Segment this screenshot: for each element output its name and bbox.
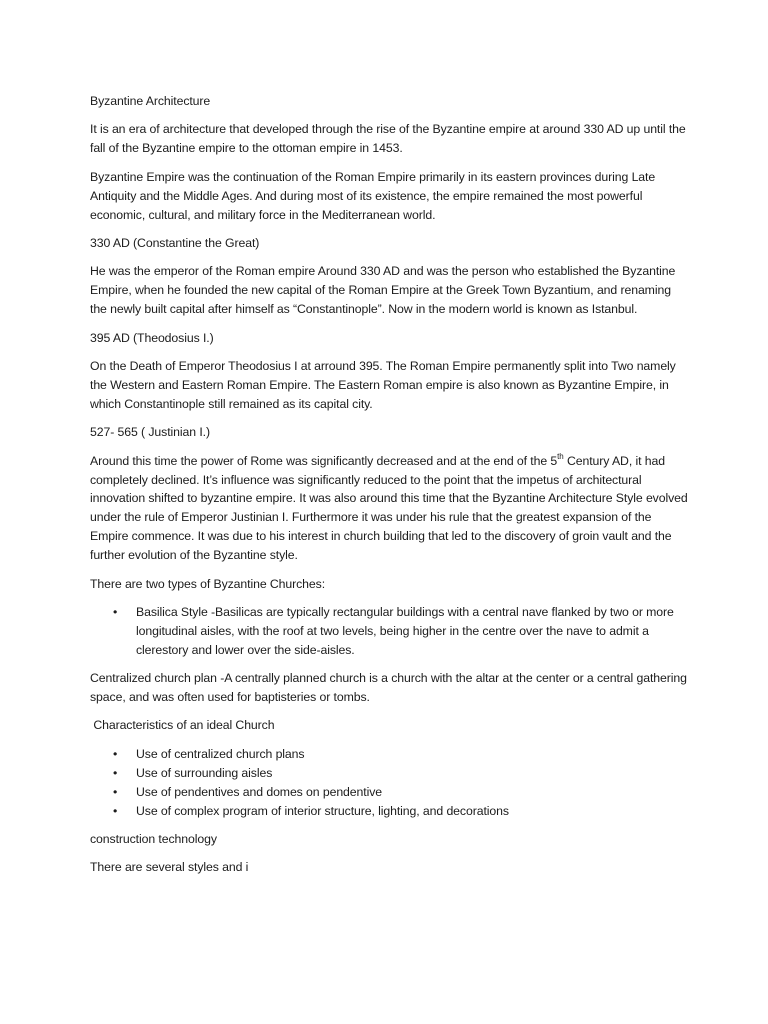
bullet-icon: • — [113, 765, 118, 780]
styles-fragment: There are several styles and i — [90, 860, 249, 875]
document-title: Byzantine Architecture — [90, 94, 211, 108]
heading-395-ad: 395 AD (Theodosius I.) — [90, 330, 214, 345]
empire-description-paragraph: Byzantine Empire was the continuation of the Roman Empire primarily in its eastern provinces during Late Antiquity and the Middle Ages. And during most of its existence, the empire remained the most powerful economic, cultural, and military force in the Mediterranean world. — [90, 169, 656, 222]
church-types-list — [90, 603, 690, 660]
list-item-basilica — [90, 603, 690, 660]
list-item — [90, 764, 690, 783]
justinian-text-start: Around this time the power of Rome was significantly decreased and at the end of the 5 — [90, 453, 558, 468]
bullet-icon: • — [113, 803, 118, 818]
list-item — [90, 783, 690, 802]
church-types-intro: There are two types of Byzantine Churches: — [90, 576, 326, 591]
document-page — [90, 92, 690, 887]
characteristic-text: Use of surrounding aisles — [136, 765, 273, 780]
basilica-text: Basilica Style -Basilicas are typically rectangular buildings with a central nave flanked by two or more longitudinal aisles, with the roof at two levels, being higher in the centre over the nave to admit a clerestory and lower over the side-aisles. — [136, 604, 674, 657]
centralized-plan-paragraph: Centralized church plan -A centrally planned church is a church with the altar at the center or a central gathering space, and was often used for baptisteries or tombs. — [90, 671, 687, 705]
constantine-paragraph: He was the emperor of the Roman empire Around 330 AD and was the person who established the Byzantine Empire, when he founded the new capital of the Roman Empire at the Greek Town Byzantium, and renaming the newly built capital after himself as “Constantinople”. Now in the modern world is known as Istanbul. — [90, 264, 676, 317]
bullet-icon: • — [113, 746, 118, 761]
characteristic-text: Use of complex program of interior structure, lighting, and decorations — [136, 803, 509, 818]
justinian-paragraph — [90, 452, 690, 565]
heading-330-ad: 330 AD (Constantine the Great) — [90, 235, 260, 250]
characteristic-text: Use of pendentives and domes on pendentive — [136, 784, 383, 799]
heading-527-565: 527- 565 ( Justinian I.) — [90, 425, 210, 440]
list-item — [90, 802, 690, 821]
list-item — [90, 745, 690, 764]
characteristic-text: Use of centralized church plans — [136, 746, 305, 761]
theodosius-paragraph: On the Death of Emperor Theodosius I at arround 395. The Roman Empire permanently split into Two namely the Western and Eastern Roman Empire. The Eastern Roman empire is also known as Byzantine Empire, in which Constantinople still remained as its capital city. — [90, 358, 676, 411]
characteristics-list — [90, 745, 690, 821]
construction-heading: construction technology — [90, 832, 217, 846]
characteristics-heading: Characteristics of an ideal Church — [90, 718, 275, 733]
bullet-icon: • — [113, 784, 118, 799]
bullet-icon: • — [113, 604, 118, 619]
justinian-text-end: Century AD, it had completely declined. It’s influence was significantly reduced to the point that the impetus of architectural innovation shifted to byzantine empire. It was also around this time that the Byzantine Architecture Style evolved under the rule of Emperor Justinian I. Furthermore it was under his rule that the greatest expansion of the Empire commence. It was due to his interest in church building that led to the discovery of groin vault and the further evolution of the Byzantine style. — [90, 453, 688, 563]
superscript-th: th — [557, 451, 564, 461]
intro-paragraph: It is an era of architecture that developed through the rise of the Byzantine empire at around 330 AD up until the fall of the Byzantine empire to the ottoman empire in 1453. — [90, 122, 686, 156]
